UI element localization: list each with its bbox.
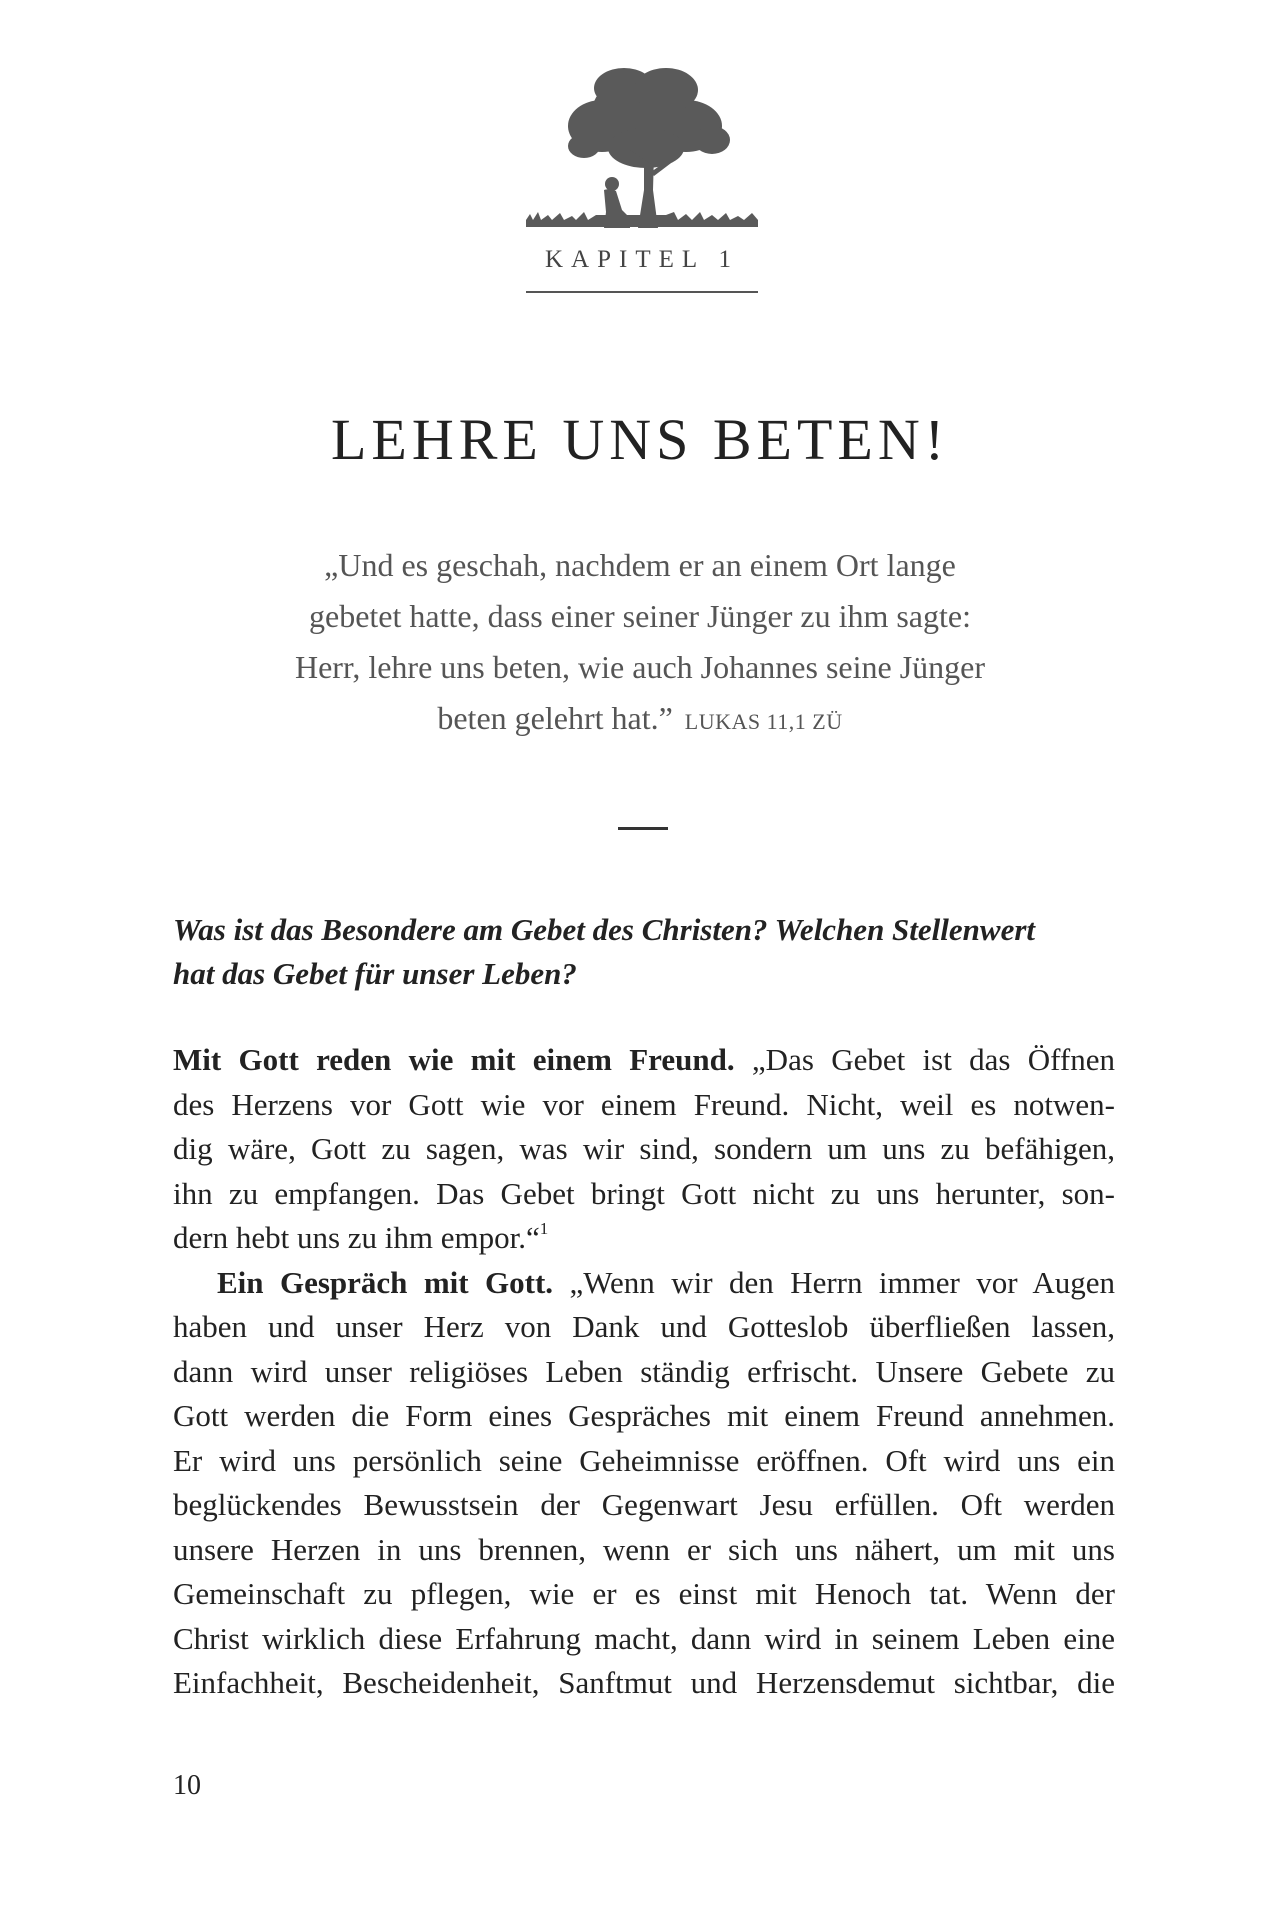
intro-question (173, 908, 1113, 996)
paragraph-2-line: Gemeinschaft zu pflegen, wie er es einst mit Henoch tat. Wenn der (173, 1576, 1115, 1611)
paragraph-2-text: „Wenn wir den Herrn immer vor Augen (553, 1264, 1115, 1300)
epigraph-reference: LUKAS 11,1 ZÜ (684, 709, 843, 734)
paragraph-1-first-line (173, 1038, 1115, 1083)
chapter-title: LEHRE UNS BETEN! (330, 407, 950, 472)
body-text (173, 1038, 1115, 1706)
paragraph-1-text: dern hebt uns zu ihm empor.“ (173, 1220, 540, 1255)
tree-illustration (526, 60, 758, 230)
section-divider (618, 827, 668, 830)
chapter-label: KAPITEL 1 (545, 246, 739, 273)
page-number: 10 (173, 1770, 201, 1801)
epigraph-line-text: beten gelehrt hat.” (437, 700, 673, 736)
epigraph-quote (160, 540, 1120, 747)
footnote-marker: 1 (539, 1219, 549, 1238)
chapter-label-underline (526, 291, 758, 293)
paragraph-2-line: Einfachheit, Bescheidenheit, Sanftmut und Herzensdemut sichtbar, die (173, 1665, 1115, 1700)
tree-kneeling-figure-icon (526, 60, 758, 230)
paragraph-1-last-line (173, 1216, 1115, 1261)
paragraph-1-line: dig wäre, Gott zu sagen, was wir sind, sondern um uns zu befähigen, (173, 1131, 1115, 1166)
paragraph-2-line: haben und unser Herz von Dank und Gotteslob überfließen lassen, (173, 1309, 1115, 1344)
paragraph-2-line: Er wird uns persönlich seine Geheimnisse eröffnen. Oft wird uns ein (173, 1442, 1115, 1478)
paragraph-2-line: Gott werden die Form eines Gespräches mit einem Freund annehmen. (173, 1398, 1115, 1433)
paragraph-2-heading: Ein Gespräch mit Gott. (217, 1264, 554, 1300)
paragraph-2-first-line (173, 1261, 1115, 1306)
question-line: Was ist das Besondere am Gebet des Christen? Welchen Stellenwert (173, 912, 1036, 947)
paragraph-2-line: dann wird unser religiöses Leben ständig erfrischt. Unsere Gebete zu (173, 1353, 1115, 1389)
paragraph-1-text: „Das Gebet ist das Öffnen (734, 1042, 1115, 1077)
epigraph-line-last (160, 693, 1120, 747)
paragraph-2-line: Christ wirklich diese Erfahrung macht, dann wird in seinem Leben eine (173, 1620, 1115, 1656)
epigraph-line: Herr, lehre uns beten, wie auch Johannes seine Jünger (294, 649, 986, 685)
paragraph-2-line: unsere Herzen in uns brennen, wenn er sich uns nähert, um mit uns (173, 1531, 1115, 1567)
paragraph-1-heading: Mit Gott reden wie mit einem Freund. (173, 1042, 735, 1077)
paragraph-1-line: ihn zu empfangen. Das Gebet bringt Gott nicht zu uns herunter, son- (173, 1175, 1115, 1211)
paragraph-1-line: des Herzens vor Gott wie vor einem Freund. Nicht, weil es notwen- (173, 1086, 1115, 1122)
epigraph-line: gebetet hatte, dass einer seiner Jünger zu ihm sagte: (309, 598, 971, 634)
question-line: hat das Gebet für unser Leben? (173, 956, 577, 991)
paragraph-2-line: beglückendes Bewusstsein der Gegenwart Jesu erfüllen. Oft werden (173, 1487, 1115, 1522)
epigraph-line: „Und es geschah, nachdem er an einem Ort lange (324, 547, 956, 583)
